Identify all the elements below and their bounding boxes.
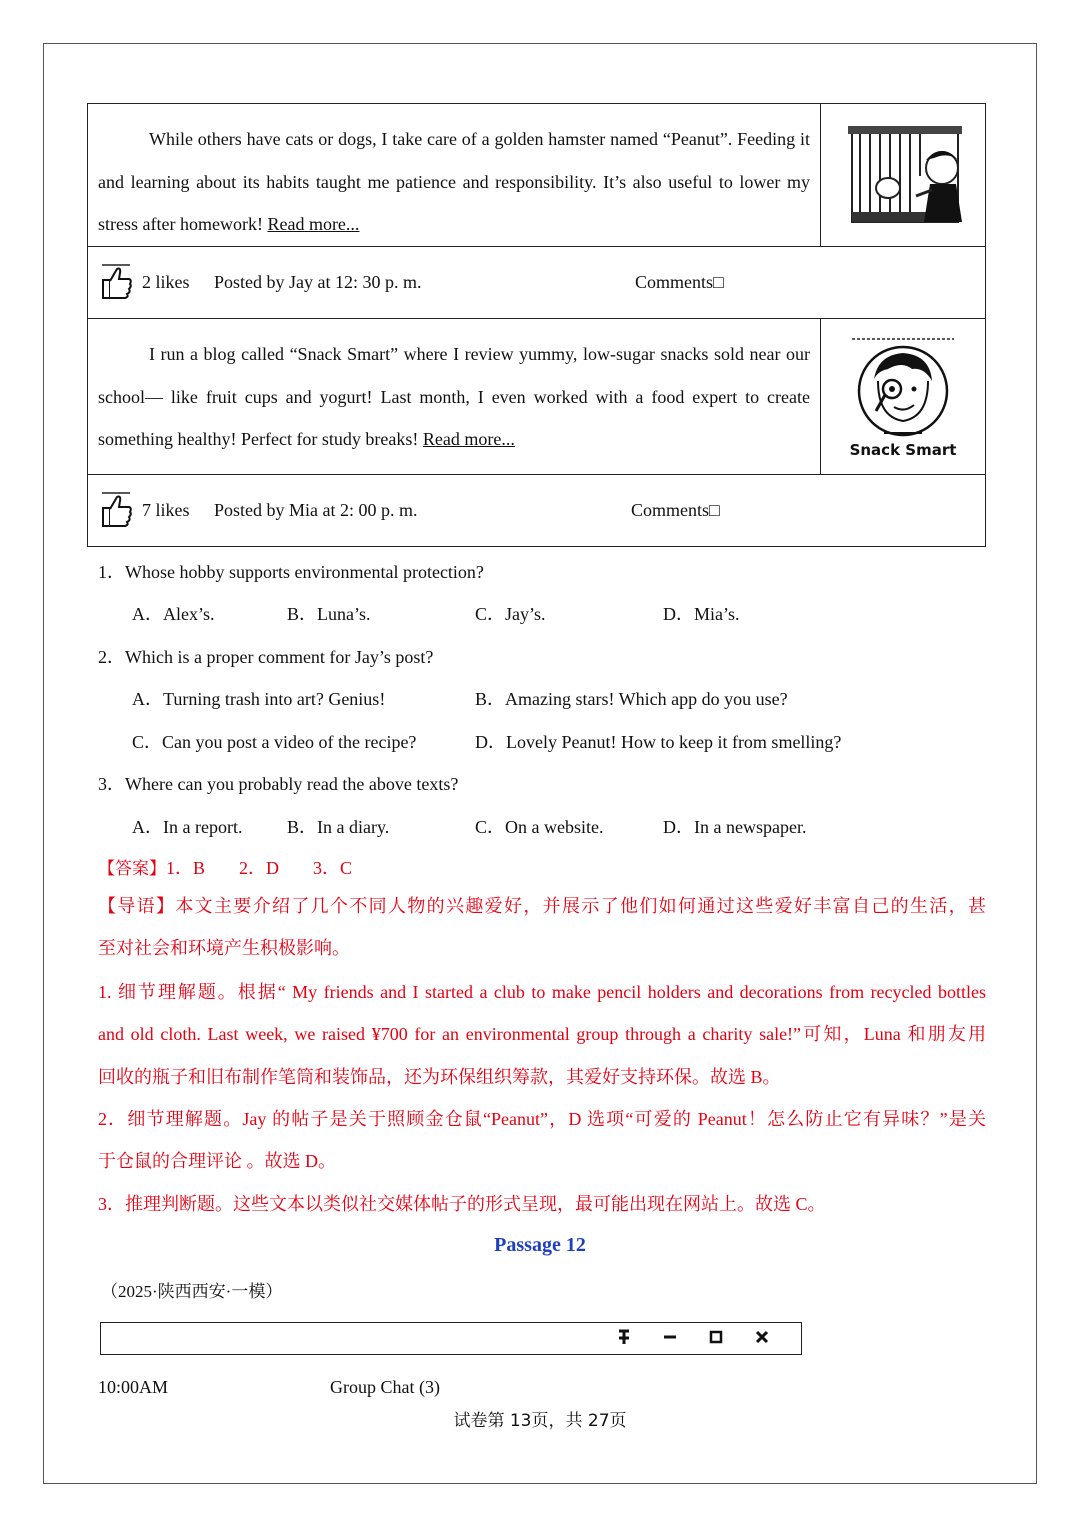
thumbs-up-icon[interactable]: [100, 491, 134, 529]
close-icon[interactable]: [739, 1329, 785, 1349]
question-3: 3．Where can you probably read the above texts?: [98, 774, 459, 794]
answer-line: [98, 854, 352, 880]
answer-item: 2．D: [239, 858, 280, 878]
guide-line-2: 至对社会和环境产生积极影响。: [98, 938, 350, 959]
post-text-mia: [88, 319, 821, 474]
post-meta-jay: [88, 247, 985, 319]
explanation-1-line-3: 回收的瓶子和旧布制作笔筒和装饰品，还为环保组织筹款，其爱好支持环保。故选 B。: [98, 1067, 781, 1087]
post-meta-bar: [88, 247, 985, 318]
snack-smart-logo: [821, 319, 985, 474]
post-meta-mia: [88, 475, 985, 546]
explanation-1-line-2: and old cloth. Last week, we raised ¥700 for an environmental group through a charity sale!”可知，Luna 和朋友用: [98, 1024, 986, 1044]
post-meta-bar: [88, 475, 985, 546]
option-2d: D．Lovely Peanut! How to keep it from smelling?: [475, 732, 842, 752]
posted-by: Posted by Mia at 2: 00 p. m.: [214, 500, 418, 520]
option-1a: A．Alex’s.: [132, 604, 215, 624]
option-2a: A．Turning trash into art? Genius!: [132, 689, 386, 709]
likes-count: 2 likes: [142, 272, 190, 292]
post-body: I run a blog called “Snack Smart” where I review yummy, low-sugar snacks sold near our school— like fruit cups and yogurt! Last month, I even worked with a food expert to create something healthy! Perfect for study breaks!: [98, 344, 810, 449]
posted-by: Posted by Jay at 12: 30 p. m.: [214, 272, 422, 292]
guide-label: 【导语】: [98, 896, 176, 917]
question-1: 1．Whose hobby supports environmental protection?: [98, 562, 484, 582]
option-2c: C．Can you post a video of the recipe?: [132, 732, 417, 752]
option-3d: D．In a newspaper.: [663, 817, 807, 837]
page-footer: 试卷第 13页，共 27页: [453, 1411, 627, 1431]
likes-count: 7 likes: [142, 500, 190, 520]
explanation-2-line-2: 于仓鼠的合理评论 。故选 D。: [98, 1151, 336, 1171]
question-2: 2．Which is a proper comment for Jay’s post?: [98, 647, 434, 667]
option-3c: C．On a website.: [475, 817, 604, 837]
snack-smart-caption: Snack Smart: [849, 440, 957, 459]
answer-item: 1．B: [166, 858, 206, 878]
read-more-link[interactable]: Read more...: [422, 429, 515, 449]
chat-window-bar: [100, 1322, 802, 1355]
guide-line-1: [98, 886, 986, 929]
answer-item: 3．C: [313, 858, 353, 878]
passage-title: Passage 12: [494, 1234, 586, 1256]
explanation-2-line-1: 2．细节理解题。Jay 的帖子是关于照顾金仓鼠“Peanut”，D 选项“可爱的 Peanut！怎么防止它有异味？”是关: [98, 1109, 986, 1129]
chat-title: Group Chat (3): [330, 1377, 440, 1397]
passage-source: （2025·陕西西安·一模）: [101, 1282, 283, 1301]
maximize-icon[interactable]: [693, 1329, 739, 1349]
minimize-icon[interactable]: [647, 1329, 693, 1349]
option-1b: B．Luna’s.: [287, 604, 371, 624]
option-2b: B．Amazing stars! Which app do you use?: [475, 689, 788, 709]
hamster-cage-icon: [821, 104, 985, 246]
comments-link[interactable]: Comments□: [631, 500, 720, 520]
thumbs-up-icon[interactable]: [100, 263, 134, 301]
comments-link[interactable]: Comments□: [635, 272, 724, 292]
post-row-mia: [88, 319, 985, 475]
option-1c: C．Jay’s.: [475, 604, 546, 624]
option-3a: A．In a report.: [132, 817, 243, 837]
option-3b: B．In a diary.: [287, 817, 390, 837]
explanation-3-line-1: 3．推理判断题。这些文本以类似社交媒体帖子的形式呈现，最可能出现在网站上。故选 C。: [98, 1194, 826, 1214]
read-more-link[interactable]: Read more...: [267, 214, 360, 234]
answer-label: 【答案】: [98, 859, 166, 879]
chat-time: 10:00AM: [98, 1377, 169, 1397]
post-row-jay: [88, 104, 985, 247]
option-1d: D．Mia’s.: [663, 604, 740, 624]
explanation-1-line-1: 1. 细节理解题。根据“ My friends and I started a club to make pencil holders and decorations from recycled bottles: [98, 982, 986, 1002]
guide-text: 本文主要介绍了几个不同人物的兴趣爱好，并展示了他们如何通过这些爱好丰富自己的生活，甚: [175, 896, 987, 917]
pin-icon[interactable]: [601, 1329, 647, 1349]
post-body: While others have cats or dogs, I take care of a golden hamster named “Peanut”. Feeding it and learning about its habits taught me patience and responsibility. It’s also useful to lower my stress after homework!: [98, 129, 810, 234]
post-text-jay: [88, 104, 821, 246]
blog-posts-table: [87, 103, 986, 547]
